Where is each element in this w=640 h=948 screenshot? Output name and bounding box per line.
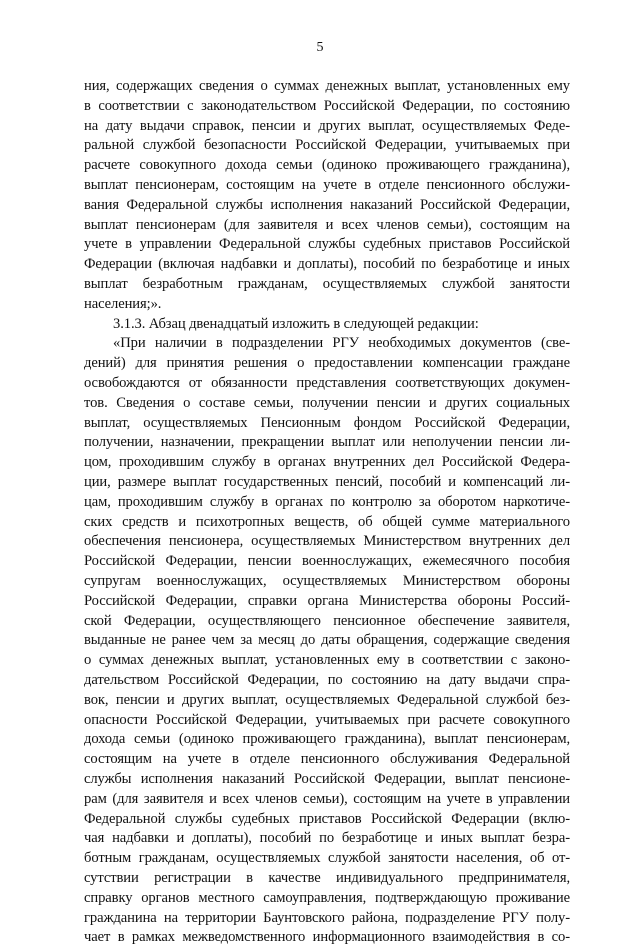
- text-line: состоящим на учете в отделе пенсионного обслуживания Федеральной: [84, 751, 570, 768]
- text-line: Российской Федерации, справки органа Министерства обороны Россий-: [84, 592, 570, 609]
- text-line: вок, пенсии и других выплат, осуществляемых Федеральной службой без-: [84, 691, 570, 708]
- text-line: чает в рамках межведомственного информационного взаимодействия в со-: [84, 929, 570, 946]
- text-line: выплат пенсионерам, состоящим на учете в отделе пенсионного обслужи-: [84, 176, 570, 193]
- text-line: получении, назначении, прекращении выплат или неполучении пенсии ли-: [84, 434, 570, 451]
- text-line: опасности Российской Федерации, учитываемых при расчете совокупного: [84, 711, 570, 728]
- text-line: дохода семьи (одиноко проживающего гражданина), выплат пенсионерам,: [84, 731, 570, 748]
- text-line: освобождаются от обязанности представления соответствующих докумен-: [84, 374, 570, 391]
- text-line: супругам военнослужащих, осуществляемых Министерством обороны: [84, 572, 570, 589]
- text-line: выплат, осуществляемых Пенсионным фондом Российской Федерации,: [84, 414, 570, 431]
- text-line: в соответствии с законодательством Российской Федерации, по состоянию: [84, 97, 570, 114]
- text-line: дений) для принятия решения о предоставлении компенсации граждане: [84, 355, 570, 372]
- text-line: ральной службой безопасности Российской Федерации, учитываемых при: [84, 137, 570, 154]
- clause-heading: [84, 315, 570, 335]
- text-line: обеспечения пенсионера, осуществляемых Министерством внутренних дел: [84, 533, 570, 550]
- text-line: расчете совокупного дохода семьи (одиноко проживающего гражданина),: [84, 157, 570, 174]
- text-line: ских средств и психотропных веществ, об общей сумме материального: [84, 513, 570, 530]
- text-line: цам, проходившим службу в органах по контролю за оборотом наркотиче-: [84, 493, 570, 510]
- text-line: Федерации (включая надбавки и доплаты), пособий по безработице и иных: [84, 256, 570, 273]
- text-line: «При наличии в подразделении РГУ необходимых документов (све-: [113, 335, 570, 352]
- text-line: Российской Федерации, пенсии военнослужащих, ежемесячного пособия: [84, 553, 570, 570]
- text-line: ния, содержащих сведения о суммах денежных выплат, установленных ему: [84, 78, 570, 94]
- text-line: ции, размере выплат государственных пенсий, пособий и компенсаций ли-: [84, 473, 570, 490]
- text-line: вания Федеральной службы исполнения наказаний Российской Федерации,: [84, 196, 570, 213]
- text-line: службы исполнения наказаний Российской Федерации, выплат пенсионе-: [84, 770, 570, 787]
- paragraph-continuation: [84, 77, 570, 315]
- text-line: цом, проходившим службу в органах внутренних дел Российской Федера-: [84, 454, 570, 471]
- text-line: учете в управлении Федеральной службы судебных приставов Российской: [84, 236, 570, 253]
- text-line: рам (для заявителя и всех членов семьи), состоящим на учете в управлении: [84, 790, 570, 807]
- text-line: чая надбавки и доплаты), пособий по безработице и иных выплат безра-: [84, 830, 570, 847]
- text-line: ботным гражданам, осуществляемых службой занятости населения, об от-: [84, 850, 570, 867]
- text-line: Федеральной службы судебных приставов Российской Федерации (вклю-: [84, 810, 570, 827]
- quoted-paragraph: [84, 334, 570, 948]
- text-line: выплат пенсионерам (для заявителя и всех членов семьи), состоящим на: [84, 216, 570, 233]
- text-line: тов. Сведения о составе семьи, получении пенсии и других социальных: [84, 394, 570, 411]
- text-line: выданные не ранее чем за месяц до даты обращения, содержащие сведения: [84, 632, 570, 649]
- clause-heading-line: 3.1.3. Абзац двенадцатый изложить в следующей редакции:: [113, 315, 479, 332]
- text-line: ской Федерации, осуществляющего пенсионное обеспечение заявителя,: [84, 612, 570, 629]
- text-line: на дату выдачи справок, пенсии и других выплат, осуществляемых Феде-: [84, 117, 570, 134]
- text-line: гражданина на территории Баунтовского района, подразделение РГУ полу-: [84, 909, 570, 926]
- text-line: дательством Российской Федерации, по состоянию на дату выдачи спра-: [84, 671, 570, 688]
- page-number: 5: [316, 40, 324, 55]
- text-line: о суммах денежных выплат, установленных ему в соответствии с законо-: [84, 652, 570, 669]
- text-line: выплат безработным гражданам, осуществляемых службой занятости: [84, 275, 570, 292]
- text-line: справку органов местного самоуправления, подтверждающую проживание: [84, 889, 570, 906]
- text-line: населения;».: [84, 295, 162, 312]
- text-line: сутствии регистрации в качестве индивидуального предпринимателя,: [84, 869, 570, 886]
